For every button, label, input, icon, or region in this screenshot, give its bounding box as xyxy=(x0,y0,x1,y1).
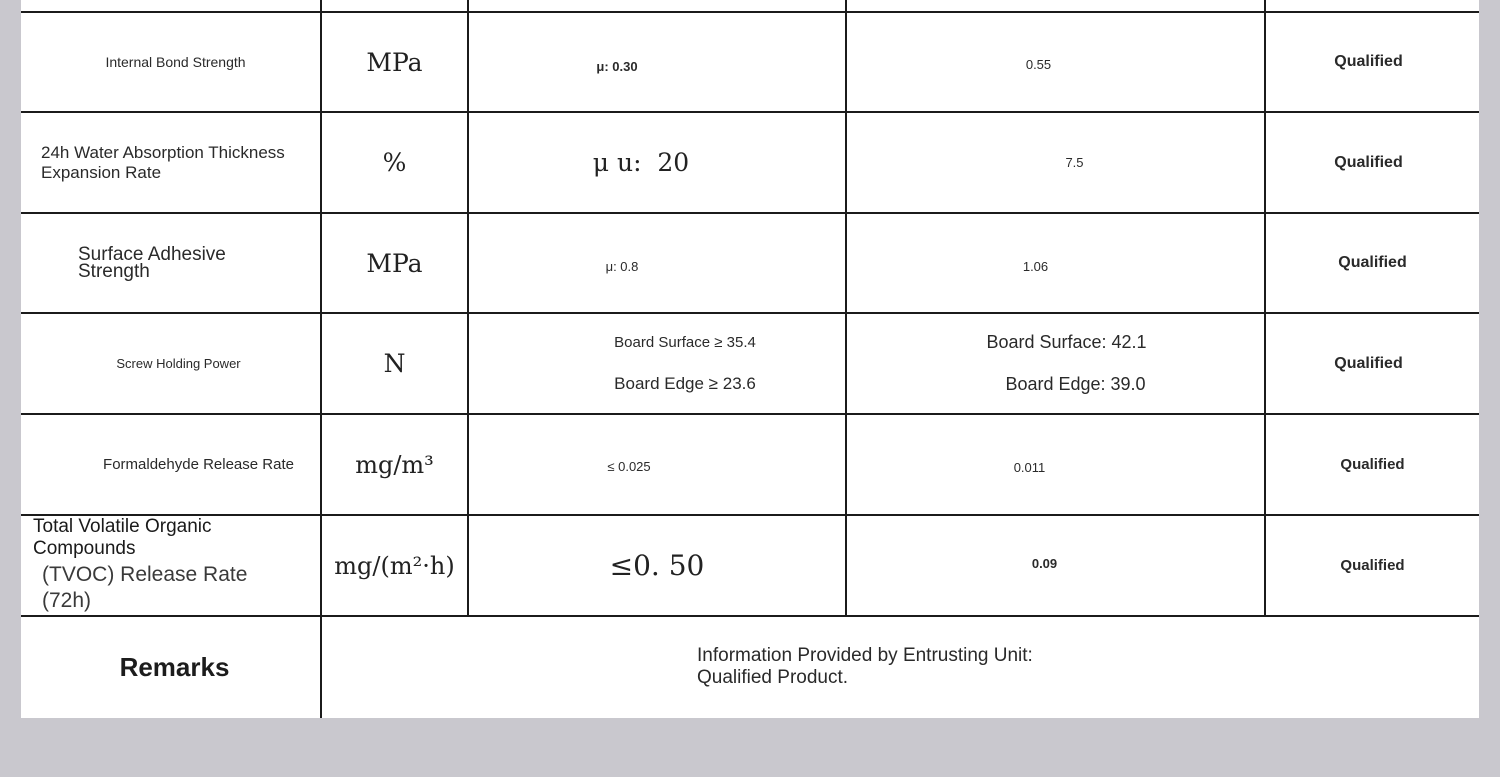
conclusion-value: Qualified xyxy=(1334,153,1403,171)
result-line: Board Edge: 39.0 xyxy=(1005,374,1146,394)
result-value: 0.55 xyxy=(1025,56,1052,72)
remarks-line: Information Provided by Entrusting Unit: xyxy=(697,644,1033,666)
result-line: Board Surface: 42.1 xyxy=(986,332,1147,352)
remarks-label: Remarks xyxy=(119,652,230,682)
conclusion-cell xyxy=(1266,516,1479,615)
requirement-line: Board Edge ≥ 23.6 xyxy=(614,373,756,393)
conclusion-cell xyxy=(1266,113,1479,212)
unit-cell xyxy=(322,113,467,212)
requirement-value: μ: 0.30 xyxy=(596,58,638,74)
result-cell xyxy=(847,415,1264,514)
result-cell xyxy=(847,113,1264,212)
unit-cell xyxy=(322,13,467,111)
conclusion-cell xyxy=(1266,13,1479,111)
result-cell xyxy=(847,314,1264,413)
requirement-cell xyxy=(469,214,845,312)
test-report-table xyxy=(21,0,1479,718)
conclusion-cell xyxy=(1266,314,1479,413)
conclusion-cell xyxy=(1266,214,1479,312)
unit-cell xyxy=(322,415,467,514)
result-cell xyxy=(847,13,1264,111)
requirement-line: Board Surface ≥ 35.4 xyxy=(614,333,756,351)
conclusion-value: Qualified xyxy=(1338,254,1407,271)
requirement-value: ≤0. 50 xyxy=(609,549,705,582)
result-cell xyxy=(847,214,1264,312)
result-value: 0.011 xyxy=(1013,460,1046,475)
conclusion-value: Qualified xyxy=(1340,456,1405,473)
requirement-cell xyxy=(469,13,845,111)
unit-label: mg/(m²·h) xyxy=(334,551,455,580)
item-line: Total Volatile Organic Compounds xyxy=(33,516,212,559)
item-label: 24h Water Absorption Thickness Expansion Rate xyxy=(41,142,285,182)
remarks-content-cell xyxy=(322,617,1479,718)
requirement-value: μ u: 20 xyxy=(592,148,690,177)
result-value: 7.5 xyxy=(1065,155,1084,170)
requirement-cell xyxy=(469,113,845,212)
requirement-cell xyxy=(469,516,845,615)
item-label: Internal Bond Strength xyxy=(105,54,246,70)
unit-label: N xyxy=(383,349,406,378)
unit-label: MPa xyxy=(366,47,423,77)
item-cell xyxy=(21,113,320,212)
requirement-cell xyxy=(469,314,845,413)
result-value: 0.09 xyxy=(1031,556,1058,571)
unit-cell xyxy=(322,314,467,413)
remarks-label-cell xyxy=(21,617,320,718)
conclusion-value: Qualified xyxy=(1340,557,1405,574)
unit-label: % xyxy=(382,148,407,177)
item-cell xyxy=(21,415,320,514)
item-cell xyxy=(21,214,320,312)
remarks-line: Qualified Product. xyxy=(697,666,849,688)
unit-cell xyxy=(322,214,467,312)
requirement-value: ≤ 0.025 xyxy=(607,459,651,474)
item-cell xyxy=(21,516,320,615)
unit-label: mg/m³ xyxy=(355,450,434,479)
requirement-value: μ: 0.8 xyxy=(605,258,639,274)
item-line: (TVOC) Release Rate (72h) xyxy=(42,563,248,612)
result-cell xyxy=(847,516,1264,615)
item-label: Formaldehyde Release Rate xyxy=(103,456,294,473)
item-label: Surface Adhesive Strength xyxy=(78,244,226,282)
conclusion-value: Qualified xyxy=(1334,53,1403,70)
item-label: Screw Holding Power xyxy=(116,356,241,371)
item-cell xyxy=(21,13,320,111)
unit-cell xyxy=(322,516,467,615)
requirement-cell xyxy=(469,415,845,514)
conclusion-cell xyxy=(1266,415,1479,514)
conclusion-value: Qualified xyxy=(1334,354,1403,372)
result-value: 1.06 xyxy=(1022,258,1049,274)
unit-label: MPa xyxy=(366,248,423,278)
item-cell xyxy=(21,314,320,413)
